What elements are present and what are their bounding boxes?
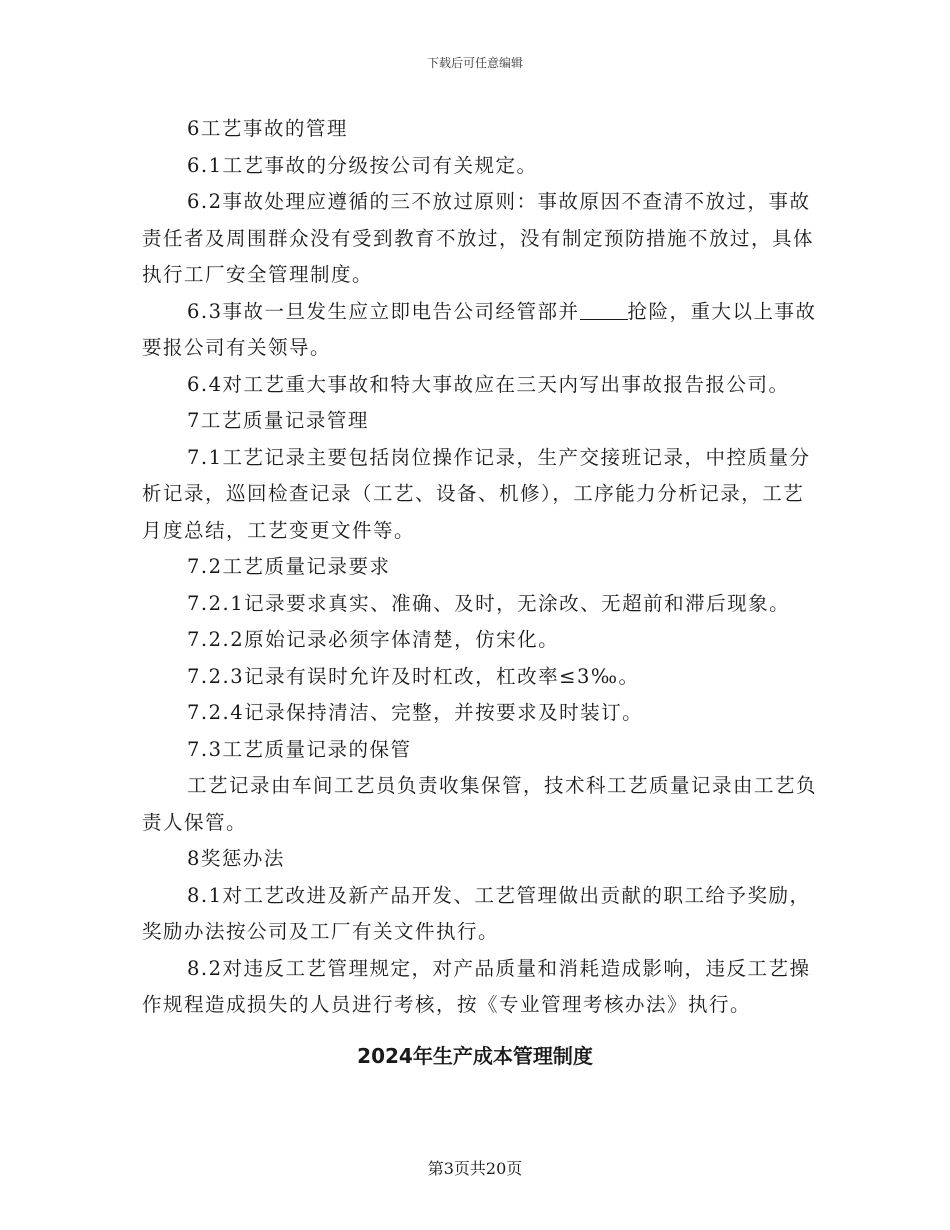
paragraph-7-2-3: 7.2.3记录有误时允许及时杠改，杠改率≤3‰。	[187, 664, 640, 688]
heading-7: 7工艺质量记录管理	[187, 409, 369, 432]
document-body	[142, 111, 822, 1024]
heading-8: 8奖惩办法	[187, 847, 285, 870]
heading-7-2: 7.2工艺质量记录要求	[187, 555, 391, 578]
section-title: 2024年生产成本管理制度	[357, 1044, 593, 1068]
blank-underline	[580, 301, 628, 320]
paragraph-7-2-2: 7.2.2原始记录必须字体清楚，仿宋化。	[187, 628, 560, 651]
header-note: 下载后可任意编辑	[426, 56, 523, 70]
paragraph-7-3-body: 工艺记录由车间工艺员负责收集保管，技术科工艺质量记录由工艺负责人保管。	[142, 774, 818, 834]
heading-6: 6工艺事故的管理	[187, 117, 348, 140]
paragraph-7-2-1: 7.2.1记录要求真实、准确、及时，无涂改、无超前和滞后现象。	[187, 591, 791, 615]
paragraph-6-3-part1: 6.3事故一旦发生应立即电告公司经管部并	[187, 299, 580, 323]
paragraph-8-2: 8.2对违反工艺管理规定，对产品质量和消耗造成影响，违反工艺操作规程造成损失的人员进行考核，按《专业管理考核办法》执行。	[142, 956, 811, 1016]
paragraph-7-1: 7.1工艺记录主要包括岗位操作记录，生产交接班记录，中控质量分析记录，巡回检查记录（工艺、设备、机修），工序能力分析记录，工艺月度总结，工艺变更文件等。	[142, 445, 811, 542]
paragraph-8-1: 8.1对工艺改进及新产品开发、工艺管理做出贡献的职工给予奖励，奖励办法按公司及工厂有关文件执行。	[142, 883, 811, 943]
page-footer: 第3页共20页	[427, 1159, 523, 1178]
paragraph-6-1: 6.1工艺事故的分级按公司有关规定。	[187, 153, 538, 177]
paragraph-6-2: 6.2事故处理应遵循的三不放过原则：事故原因不查清不放过，事故责任者及周围群众没有受到教育不放过，没有制定预防措施不放过，具体执行工厂安全管理制度。	[142, 190, 815, 286]
paragraph-6-3-part2: 抢险，重大以上事故要报公司有关领导。	[142, 299, 817, 359]
paragraph-6-4: 6.4对工艺重大事故和特大事故应在三天内写出事故报告报公司。	[187, 372, 790, 396]
paragraph-6-3	[142, 294, 822, 367]
paragraph-7-2-4: 7.2.4记录保持清洁、完整，并按要求及时装订。	[187, 701, 644, 724]
heading-7-3: 7.3工艺质量记录的保管	[187, 737, 412, 761]
